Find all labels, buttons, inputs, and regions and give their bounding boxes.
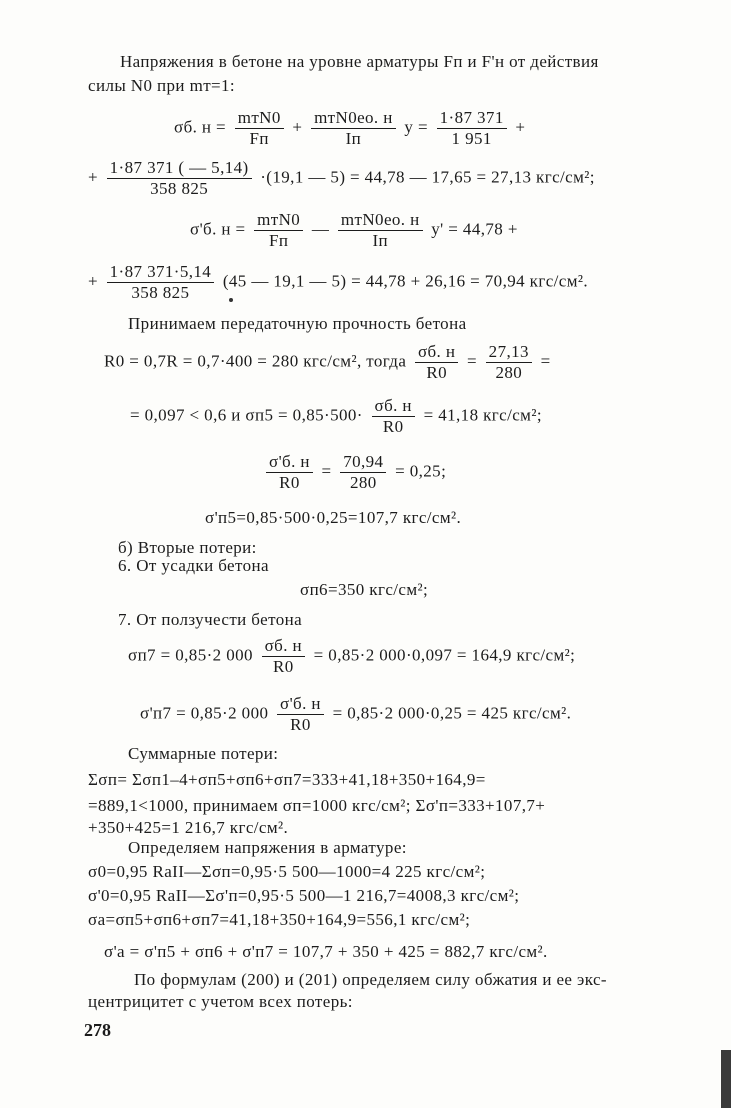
numerator: mтN0eo. н [311, 108, 396, 129]
final-line-1: По формулам (200) и (201) определяем силу обжатия и ее экс- [134, 970, 607, 989]
fraction [311, 108, 396, 149]
numerator: σ'б. н [266, 452, 313, 473]
formula-tail: = 41,18 кгс/см²; [423, 405, 542, 425]
operator: + [88, 271, 98, 291]
page-edge-shadow [721, 1050, 731, 1108]
sum-line-2: =889,1<1000, принимаем σп=1000 кгс/см²; Σσ'п=333+107,7+ [88, 796, 546, 815]
item-7: 7. От ползучести бетона [118, 610, 303, 629]
numerator: 1·87 371 [437, 108, 507, 129]
stress-line-1: σ0=0,95 RaII—Σσп=0,95·5 500—1000=4 225 кгс/см²; [88, 862, 486, 881]
fraction [277, 694, 324, 735]
fraction [262, 636, 305, 677]
formula-p7 [128, 636, 575, 677]
numerator: 1·87 371 ( — 5,14) [107, 158, 252, 179]
fraction [372, 396, 415, 437]
denominator: R0 [382, 417, 404, 436]
operator: + [88, 167, 98, 187]
fraction [107, 158, 252, 199]
operator: + [515, 117, 526, 137]
denominator: R0 [426, 363, 447, 382]
fraction [235, 108, 284, 149]
formula-head: σп7 = 0,85·2 000 [128, 645, 253, 665]
fraction [266, 452, 313, 493]
numerator: 1·87 371·5,14 [107, 262, 215, 283]
numerator: 70,94 [340, 452, 386, 473]
numerator: σб. н [262, 636, 305, 657]
numerator: σ'б. н [277, 694, 324, 715]
formula-sigma-bn-prime [190, 210, 518, 251]
formula-lhs: σб. н = [174, 117, 227, 137]
formula-tail: = 0,85·2 000·0,097 = 164,9 кгс/см²; [313, 645, 576, 665]
denominator: R0 [279, 473, 300, 492]
denominator: Iп [372, 231, 389, 250]
denominator: Fп [269, 231, 289, 250]
heading-second-losses: б) Вторые потери: [118, 538, 257, 557]
text-total-losses: Суммарные потери: [128, 744, 279, 763]
numerator: σб. н [415, 342, 458, 363]
intro-line-1: Напряжения в бетоне на уровне арматуры Fп и F'н от действия [120, 52, 599, 71]
formula-ratio [130, 396, 542, 437]
denominator: 1 951 [451, 129, 492, 148]
formula-p7-prime [140, 694, 571, 735]
stress-line-3: σа=σп5+σп6+σп7=41,18+350+164,9=556,1 кгс/см²; [88, 910, 471, 929]
fraction [415, 342, 458, 383]
denominator: 280 [349, 473, 377, 492]
operator: = [467, 351, 478, 371]
formula-lhs: σ'б. н = [190, 219, 246, 239]
formula-sigma-bn-cont [88, 158, 595, 199]
formula-ratio-prime [262, 452, 446, 493]
formula-tail: (45 — 19,1 — 5) = 44,78 + 26,16 = 70,94 кгс/см². [222, 271, 589, 291]
denominator: 358 825 [150, 179, 209, 198]
stress-line-4: σ'а = σ'п5 + σп6 + σ'п7 = 107,7 + 350 + 425 = 882,7 кгс/см². [104, 942, 548, 961]
numerator: 27,13 [486, 342, 532, 363]
numerator: mтN0 [254, 210, 303, 231]
numerator: mтN0eo. н [338, 210, 423, 231]
denominator: Fп [249, 129, 269, 148]
numerator: σб. н [372, 396, 415, 417]
text-accept: Принимаем передаточную прочность бетона [128, 314, 467, 333]
formula-tail: = 0,25; [395, 461, 447, 481]
formula-r0 [104, 342, 551, 383]
operator: + [292, 117, 303, 137]
fraction [486, 342, 532, 383]
formula-sigma-bn [174, 108, 525, 149]
formula-part: y = [404, 117, 428, 137]
operator: = [540, 351, 551, 371]
formula-head: = 0,097 < 0,6 и σп5 = 0,85·500· [130, 405, 363, 425]
numerator: mтN0 [235, 108, 284, 129]
formula-text: R0 = 0,7R = 0,7·400 = 280 кгс/см², тогда [104, 351, 407, 371]
formula-tail: ·(19,1 — 5) = 44,78 — 17,65 = 27,13 кгс/см²; [260, 167, 595, 187]
fraction [107, 262, 215, 303]
stress-line-2: σ'0=0,95 RaII—Σσ'п=0,95·5 500—1 216,7=4008,3 кгс/см²; [88, 886, 520, 905]
denominator: R0 [290, 715, 311, 734]
fraction [254, 210, 303, 251]
denominator: 358 825 [131, 283, 190, 302]
fraction [340, 452, 386, 493]
intro-line-2: силы N0 при mт=1: [88, 76, 236, 95]
operator: — [311, 219, 330, 239]
final-line-2: центрицитет с учетом всех потерь: [88, 992, 353, 1011]
formula-p6: σп6=350 кгс/см²; [300, 580, 429, 599]
denominator: R0 [272, 657, 294, 676]
formula-head: σ'п7 = 0,85·2 000 [140, 703, 269, 723]
fraction [437, 108, 507, 149]
formula-sigma-bn-prime-cont [88, 262, 588, 303]
formula-tail: y' = 44,78 + [431, 219, 518, 239]
denominator: Iп [345, 129, 362, 148]
fraction [338, 210, 423, 251]
sum-line-3: +350+425=1 216,7 кгс/см². [88, 818, 289, 837]
formula-sigma-p5-prime: σ'п5=0,85·500·0,25=107,7 кгс/см². [205, 508, 462, 527]
text-determine: Определяем напряжения в арматуре: [128, 838, 407, 857]
formula-tail: = 0,85·2 000·0,25 = 425 кгс/см². [332, 703, 572, 723]
operator: = [321, 461, 332, 481]
item-6: 6. От усадки бетона [118, 556, 269, 575]
denominator: 280 [495, 363, 523, 382]
sum-line-1: Σσп= Σσп1–4+σп5+σп6+σп7=333+41,18+350+164,9= [88, 770, 486, 789]
page-number: 278 [84, 1020, 111, 1040]
ink-speck [229, 298, 233, 302]
